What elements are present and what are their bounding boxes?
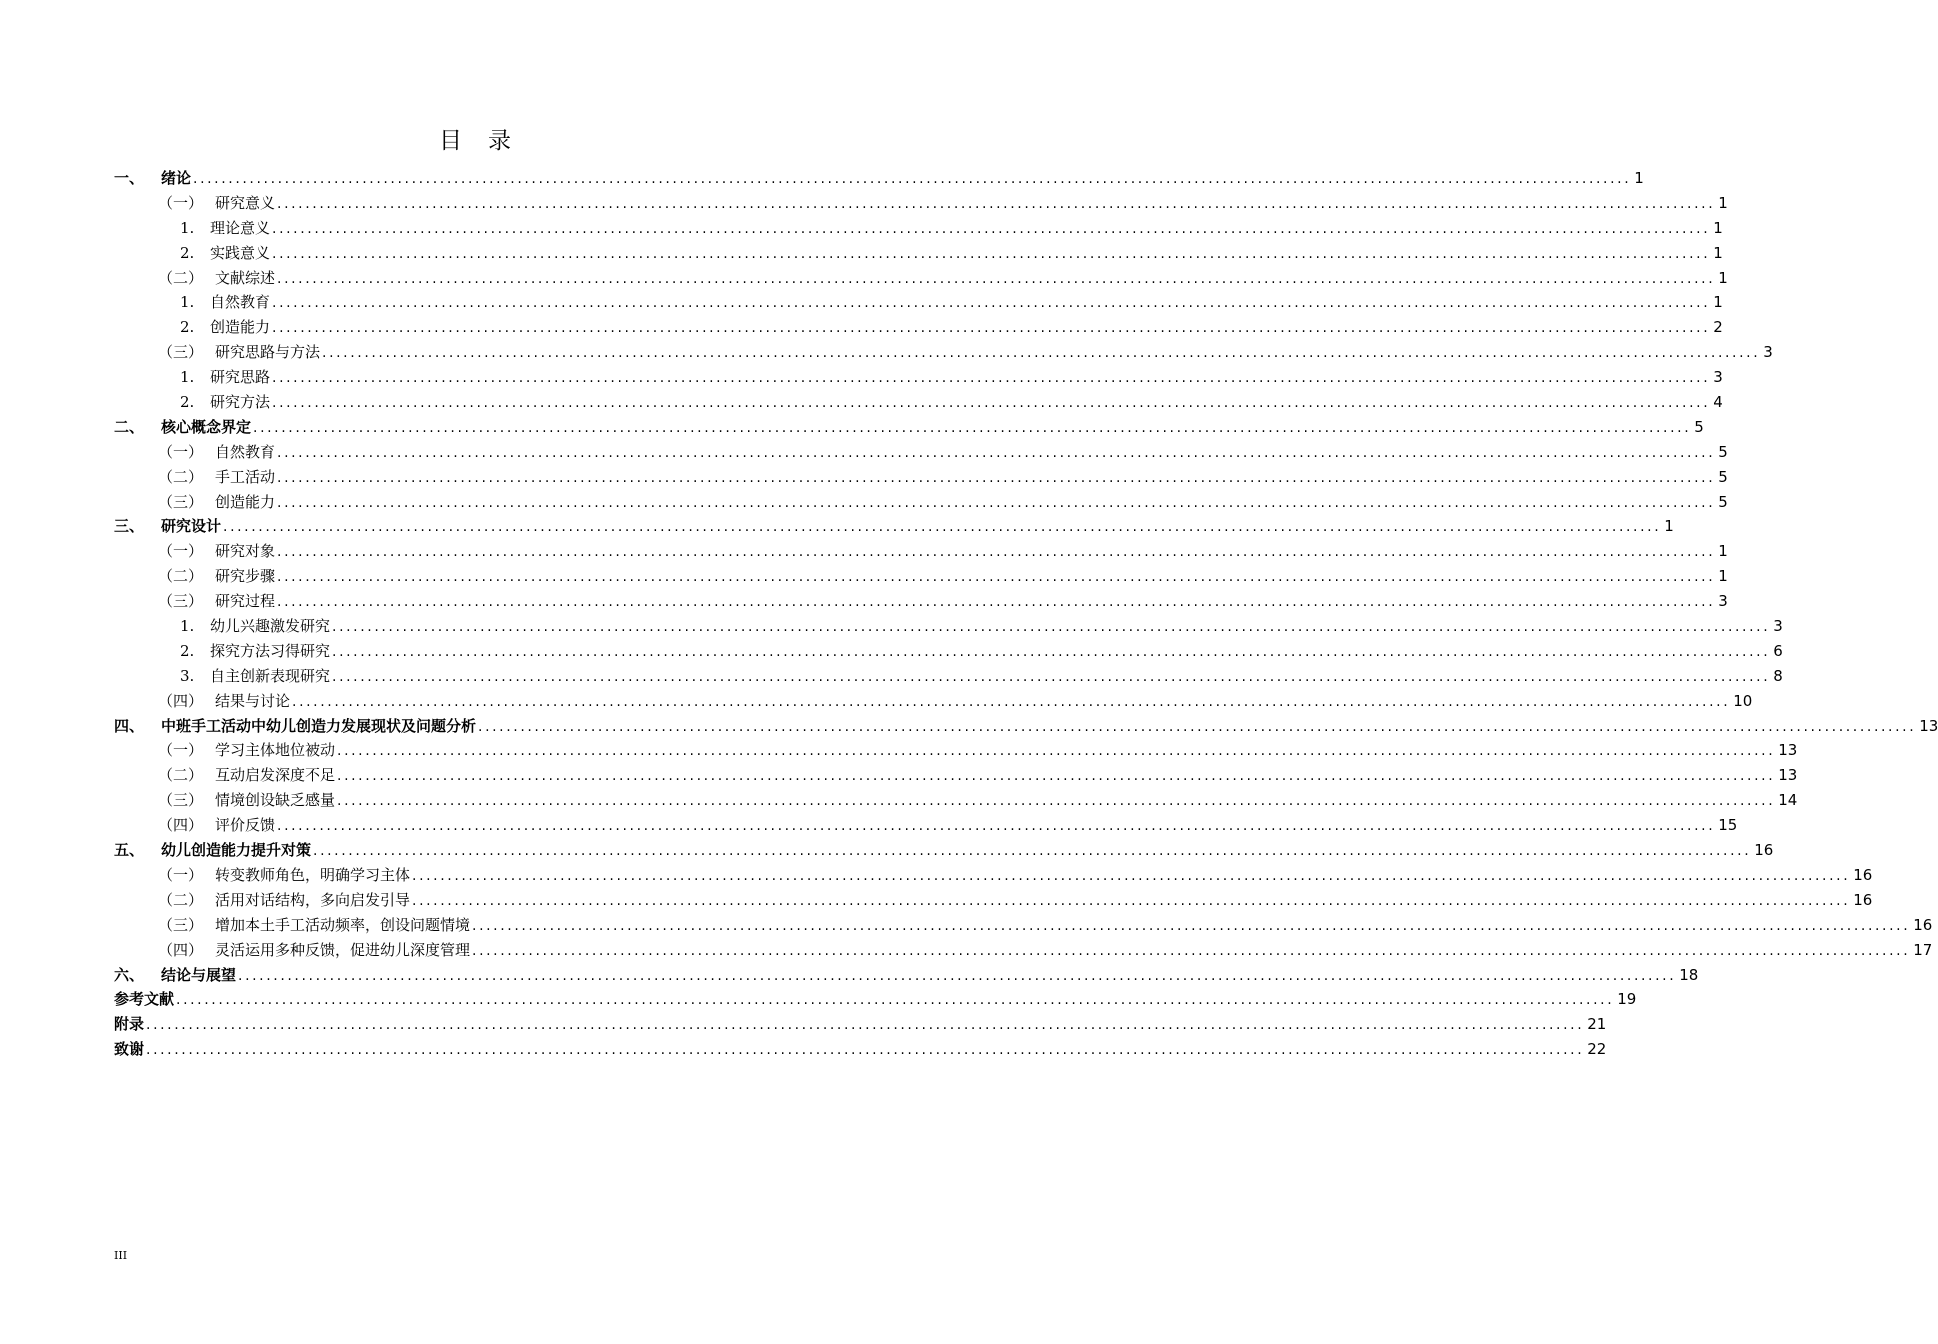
toc-entry[interactable] [114, 315, 1723, 340]
toc-entry[interactable] [114, 913, 1933, 938]
toc-entry[interactable] [114, 714, 1938, 739]
toc-entry-page: 3 [1718, 592, 1728, 611]
toc-entry-number: 四、 [114, 716, 145, 735]
toc-entry-page: 1 [1634, 169, 1644, 187]
toc-entry[interactable] [114, 1012, 1607, 1037]
toc-entry-number: 六、 [114, 965, 145, 984]
toc-entry[interactable] [114, 564, 1728, 589]
toc-entry-title: 研究过程 [215, 592, 276, 611]
toc-entry-number: （四） [158, 940, 204, 959]
toc-entry-title: 附录 [114, 1015, 145, 1034]
toc-leader-dots: ............................................................................................................................................................................................................ [412, 867, 1851, 884]
toc-leader-dots: ............................................................................................................................................................................................................ [146, 1017, 1585, 1034]
toc-leader-dots: ............................................................................................................................................................................................................ [412, 892, 1851, 909]
toc-entry[interactable] [114, 987, 1637, 1012]
toc-entry-number: （一） [158, 193, 204, 212]
toc-entry-number: （三） [158, 592, 204, 611]
toc-entry-title: 自然教育 [215, 442, 276, 461]
toc-entry-page: 3 [1773, 617, 1783, 636]
toc-leader-dots: ............................................................................................................................................................................................................ [332, 643, 1771, 660]
toc-entry[interactable] [114, 539, 1728, 564]
toc-leader-dots: ............................................................................................................................................................................................................ [277, 544, 1716, 561]
toc-entry-title: 创造能力 [215, 492, 276, 511]
toc-entry-number: 1. [180, 218, 195, 237]
toc-entry-title: 自然教育 [210, 293, 271, 312]
toc-leader-dots: ............................................................................................................................................................................................................ [332, 619, 1771, 636]
toc-entry-number: 3. [180, 666, 195, 685]
toc-entry-title: 研究思路与方法 [215, 343, 321, 362]
toc-entry-title: 幼儿创造能力提升对策 [161, 841, 312, 860]
toc-leader-dots: ............................................................................................................................................................................................................ [193, 171, 1632, 187]
toc-entry-title: 参考文献 [114, 990, 175, 1009]
toc-leader-dots: ............................................................................................................................................................................................................ [478, 718, 1917, 735]
toc-leader-dots: ............................................................................................................................................................................................................ [337, 768, 1776, 785]
toc-entry-number: 三、 [114, 517, 145, 536]
toc-entry-title: 评价反馈 [215, 816, 276, 835]
toc-entry-title: 结果与讨论 [215, 691, 291, 710]
toc-leader-dots: ............................................................................................................................................................................................................ [277, 569, 1716, 586]
toc-entry-page: 1 [1718, 193, 1728, 212]
toc-entry[interactable] [114, 838, 1774, 863]
toc-leader-dots: ............................................................................................................................................................................................................ [277, 270, 1716, 287]
toc-entry[interactable] [114, 614, 1783, 639]
toc-entry-number: （二） [158, 467, 204, 486]
toc-entry-title: 增加本土手工活动频率，创设问题情境 [215, 915, 471, 934]
toc-entry-number: 2. [180, 641, 195, 660]
toc-entry-title: 实践意义 [210, 243, 271, 262]
toc-entry-page: 16 [1853, 865, 1873, 884]
toc-entry-number: （一） [158, 442, 204, 461]
toc-entry-number: （三） [158, 791, 204, 810]
toc-entry-title: 研究步骤 [215, 567, 276, 586]
toc-entry-page: 5 [1718, 442, 1728, 461]
toc-leader-dots: ............................................................................................................................................................................................................ [337, 793, 1776, 810]
toc-entry-number: （二） [158, 268, 204, 287]
toc-entry[interactable] [114, 390, 1723, 415]
toc-entry[interactable] [114, 340, 1773, 365]
toc-entry[interactable] [114, 191, 1728, 216]
toc-leader-dots: ............................................................................................................................................................................................................ [253, 419, 1692, 436]
toc-entry-title: 手工活动 [215, 467, 276, 486]
toc-leader-dots: ............................................................................................................................................................................................................ [223, 519, 1662, 536]
toc-entry-title: 文献综述 [215, 268, 276, 287]
toc-entry-number: （一） [158, 865, 204, 884]
toc-entry[interactable] [114, 365, 1723, 390]
toc-leader-dots: ............................................................................................................................................................................................................ [332, 668, 1771, 685]
toc-entry-number: （二） [158, 567, 204, 586]
toc-entry[interactable] [114, 415, 1704, 440]
toc-entry-page: 17 [1913, 940, 1933, 959]
toc-entry-number: （四） [158, 816, 204, 835]
toc-entry-title: 研究方法 [210, 393, 271, 412]
toc-entry-number: 2. [180, 393, 195, 412]
toc-entry[interactable] [114, 166, 1644, 191]
toc-entry-page: 4 [1713, 393, 1723, 412]
toc-entry-page: 5 [1694, 417, 1704, 436]
toc-leader-dots: ............................................................................................................................................................................................................ [322, 345, 1761, 362]
toc-entry[interactable] [114, 689, 1753, 714]
toc-entry-title: 结论与展望 [161, 965, 237, 984]
toc-entry-page: 15 [1718, 816, 1738, 835]
toc-entry[interactable] [114, 216, 1723, 241]
toc-leader-dots: ............................................................................................................................................................................................................ [313, 843, 1752, 860]
toc-entry-title: 中班手工活动中幼儿创造力发展现状及问题分析 [161, 716, 477, 735]
toc-entry[interactable] [114, 514, 1674, 539]
toc-entry[interactable] [114, 589, 1728, 614]
toc-entry-number: （一） [158, 741, 204, 760]
toc-entry-number: 2. [180, 318, 195, 337]
toc-entry-page: 13 [1919, 716, 1938, 735]
toc-entry-title: 致谢 [114, 1040, 145, 1059]
toc-leader-dots: ............................................................................................................................................................................................................ [272, 220, 1711, 237]
toc-entry-number: （四） [158, 691, 204, 710]
toc-entry-title: 研究思路 [210, 368, 271, 387]
toc-entry-page: 13 [1778, 741, 1798, 760]
toc-entry[interactable] [114, 290, 1723, 315]
toc-leader-dots: ............................................................................................................................................................................................................ [277, 469, 1716, 486]
toc-entry-title: 活用对话结构，多向启发引导 [215, 890, 411, 909]
toc-entry-title: 自主创新表现研究 [210, 666, 331, 685]
toc-entry[interactable] [114, 938, 1933, 963]
toc-entry-title: 创造能力 [210, 318, 271, 337]
toc-leader-dots: ............................................................................................................................................................................................................ [472, 942, 1911, 959]
toc-entry-number: 1. [180, 617, 195, 636]
toc-entry-number: （三） [158, 492, 204, 511]
toc-entry[interactable] [114, 465, 1728, 490]
toc-entry[interactable] [114, 863, 1873, 888]
toc-leader-dots: ............................................................................................................................................................................................................ [176, 992, 1615, 1009]
toc-leader-dots: ............................................................................................................................................................................................................ [277, 594, 1716, 611]
toc-leader-dots: ............................................................................................................................................................................................................ [272, 395, 1711, 412]
toc-entry-page: 1 [1718, 542, 1728, 561]
toc-entry-page: 5 [1718, 467, 1728, 486]
toc-leader-dots: ............................................................................................................................................................................................................ [238, 967, 1677, 984]
toc-entry[interactable] [114, 738, 1798, 763]
toc-entry-page: 3 [1713, 368, 1723, 387]
toc-entry-title: 灵活运用多种反馈，促进幼儿深度管理 [215, 940, 471, 959]
toc-leader-dots: ............................................................................................................................................................................................................ [272, 245, 1711, 262]
toc-leader-dots: ............................................................................................................................................................................................................ [146, 1042, 1585, 1059]
toc-entry[interactable] [114, 266, 1728, 291]
toc-entry-page: 21 [1587, 1015, 1607, 1034]
toc-entry-page: 16 [1754, 841, 1774, 860]
toc-entry[interactable] [114, 888, 1873, 913]
toc-entry-number: （二） [158, 890, 204, 909]
toc-leader-dots: ............................................................................................................................................................................................................ [472, 917, 1911, 934]
toc-entry-page: 14 [1778, 791, 1798, 810]
toc-entry-title: 幼儿兴趣激发研究 [210, 617, 331, 636]
toc-entry-page: 16 [1913, 915, 1933, 934]
toc-leader-dots: ............................................................................................................................................................................................................ [272, 295, 1711, 312]
toc-entry-page: 1 [1713, 218, 1723, 237]
toc-entry-number: （一） [158, 542, 204, 561]
toc-entry-title: 研究意义 [215, 193, 276, 212]
toc-entry-number: 2. [180, 243, 195, 262]
toc-entry-page: 13 [1778, 766, 1798, 785]
toc-entry-number: 一、 [114, 169, 145, 187]
toc-entry-page: 3 [1763, 343, 1773, 362]
toc-entry-title: 探究方法习得研究 [210, 641, 331, 660]
toc-entry[interactable] [114, 241, 1723, 266]
toc-entry-page: 18 [1679, 965, 1699, 984]
footer-page-number: III [114, 1249, 128, 1262]
toc-entry-page: 19 [1617, 990, 1637, 1009]
toc-entry-page: 16 [1853, 890, 1873, 909]
toc-entry[interactable] [114, 440, 1728, 465]
toc-entry-title: 学习主体地位被动 [215, 741, 336, 760]
toc-entry-page: 10 [1733, 691, 1753, 710]
toc-entry-page: 5 [1718, 492, 1728, 511]
toc-entry-page: 1 [1718, 567, 1728, 586]
toc-entry[interactable] [114, 963, 1699, 988]
toc-entry-page: 2 [1713, 318, 1723, 337]
toc-entry[interactable] [114, 763, 1798, 788]
toc-entry[interactable] [114, 490, 1728, 515]
toc-leader-dots: ............................................................................................................................................................................................................ [277, 494, 1716, 511]
toc-entry[interactable] [114, 639, 1783, 664]
toc-entry-title: 互动启发深度不足 [215, 766, 336, 785]
toc-entry-page: 1 [1718, 268, 1728, 287]
table-of-contents [114, 166, 1938, 1062]
toc-entry[interactable] [114, 813, 1738, 838]
toc-entry-number: （三） [158, 343, 204, 362]
toc-entry-page: 6 [1773, 641, 1783, 660]
toc-entry-title: 理论意义 [210, 218, 271, 237]
toc-leader-dots: ............................................................................................................................................................................................................ [277, 195, 1716, 212]
toc-entry-number: （二） [158, 766, 204, 785]
toc-entry-title: 研究对象 [215, 542, 276, 561]
toc-entry-page: 1 [1664, 517, 1674, 536]
page-title: 目录 [439, 128, 537, 154]
toc-entry-number: 1. [180, 368, 195, 387]
toc-entry[interactable] [114, 1037, 1607, 1062]
toc-entry-title: 绪论 [161, 169, 192, 187]
toc-leader-dots: ............................................................................................................................................................................................................ [292, 693, 1731, 710]
toc-entry-page: 1 [1713, 293, 1723, 312]
toc-leader-dots: ............................................................................................................................................................................................................ [277, 444, 1716, 461]
toc-entry-number: 二、 [114, 417, 145, 436]
toc-entry[interactable] [114, 664, 1783, 689]
toc-entry-number: 五、 [114, 841, 145, 860]
toc-leader-dots: ............................................................................................................................................................................................................ [272, 370, 1711, 387]
toc-entry-title: 核心概念界定 [161, 417, 252, 436]
toc-entry-number: （三） [158, 915, 204, 934]
toc-entry-page: 8 [1773, 666, 1783, 685]
toc-entry-title: 转变教师角色，明确学习主体 [215, 865, 411, 884]
toc-leader-dots: ............................................................................................................................................................................................................ [272, 320, 1711, 337]
toc-entry-page: 22 [1587, 1040, 1607, 1059]
toc-entry-page: 1 [1713, 243, 1723, 262]
toc-leader-dots: ............................................................................................................................................................................................................ [337, 743, 1776, 760]
toc-entry-title: 情境创设缺乏感量 [215, 791, 336, 810]
toc-entry[interactable] [114, 788, 1798, 813]
toc-entry-title: 研究设计 [161, 517, 222, 536]
toc-entry-number: 1. [180, 293, 195, 312]
toc-leader-dots: ............................................................................................................................................................................................................ [277, 818, 1716, 835]
